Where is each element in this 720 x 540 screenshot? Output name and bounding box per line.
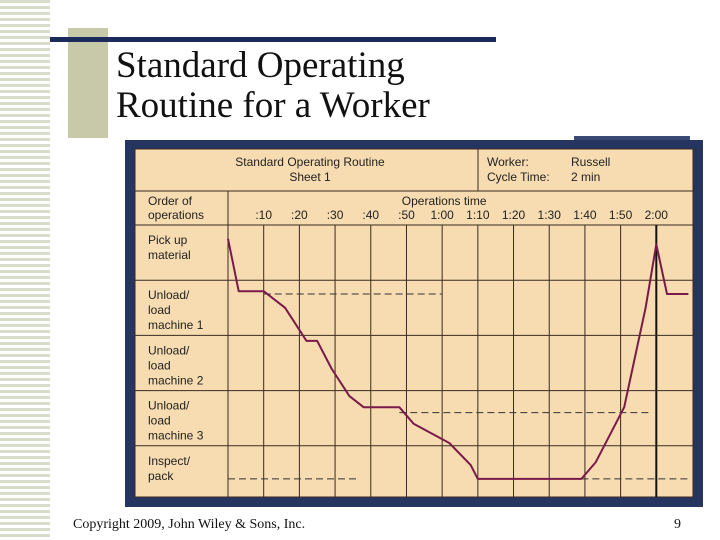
cycle-time-value: 2 min	[571, 170, 601, 184]
time-tick-label: :40	[362, 208, 380, 222]
time-tick-label: 1:50	[608, 208, 633, 222]
cycle-time-label: Cycle Time:	[487, 170, 550, 184]
operation-label: material	[148, 248, 191, 262]
sheet-number: Sheet 1	[289, 170, 331, 184]
operation-label: load	[148, 413, 171, 428]
operation-label: Pick up	[148, 233, 188, 247]
operation-label: machine 3	[148, 428, 204, 443]
chart-frame	[125, 140, 703, 507]
title-accent-block	[68, 28, 108, 138]
slide-title-line-1: Standard Operating	[116, 45, 405, 86]
time-tick-label: 1:30	[537, 208, 561, 222]
copyright-footer: Copyright 2009, John Wiley & Sons, Inc.	[73, 517, 306, 532]
worker-label: Worker:	[487, 155, 529, 169]
time-tick-label: :10	[255, 208, 273, 222]
time-tick-label: 1:20	[501, 208, 526, 222]
decorative-stripes	[0, 0, 50, 540]
time-axis-label: Operations time	[401, 194, 487, 208]
title-bar	[50, 37, 496, 42]
operation-label: machine 2	[148, 373, 204, 388]
page-number: 9	[674, 517, 681, 532]
slide-title	[116, 46, 430, 126]
routine-chart	[125, 140, 703, 507]
operation-label: machine 1	[148, 318, 204, 333]
row-axis-label-line-1: Order of	[148, 194, 193, 208]
operation-label: pack	[148, 468, 174, 483]
operation-label: Unload/	[148, 343, 190, 358]
time-tick-label: :20	[291, 208, 308, 222]
operation-label: Unload/	[148, 288, 190, 303]
time-tick-label: 1:00	[430, 208, 454, 222]
time-tick-label: 1:10	[466, 208, 490, 222]
time-tick-label: 2:00	[644, 208, 668, 222]
time-tick-label: :30	[326, 208, 344, 222]
operation-label: Inspect/	[148, 453, 191, 468]
operation-label: load	[148, 358, 171, 373]
time-tick-label: :50	[398, 208, 415, 222]
operation-label: load	[148, 303, 171, 318]
slide-title-line-2: Routine for a Worker	[116, 85, 430, 126]
time-tick-label: 1:40	[573, 208, 597, 222]
sheet-title: Standard Operating Routine	[235, 155, 385, 169]
operation-label: Unload/	[148, 398, 190, 413]
worker-value: Russell	[571, 155, 611, 169]
row-axis-label-line-2: operations	[148, 208, 205, 222]
